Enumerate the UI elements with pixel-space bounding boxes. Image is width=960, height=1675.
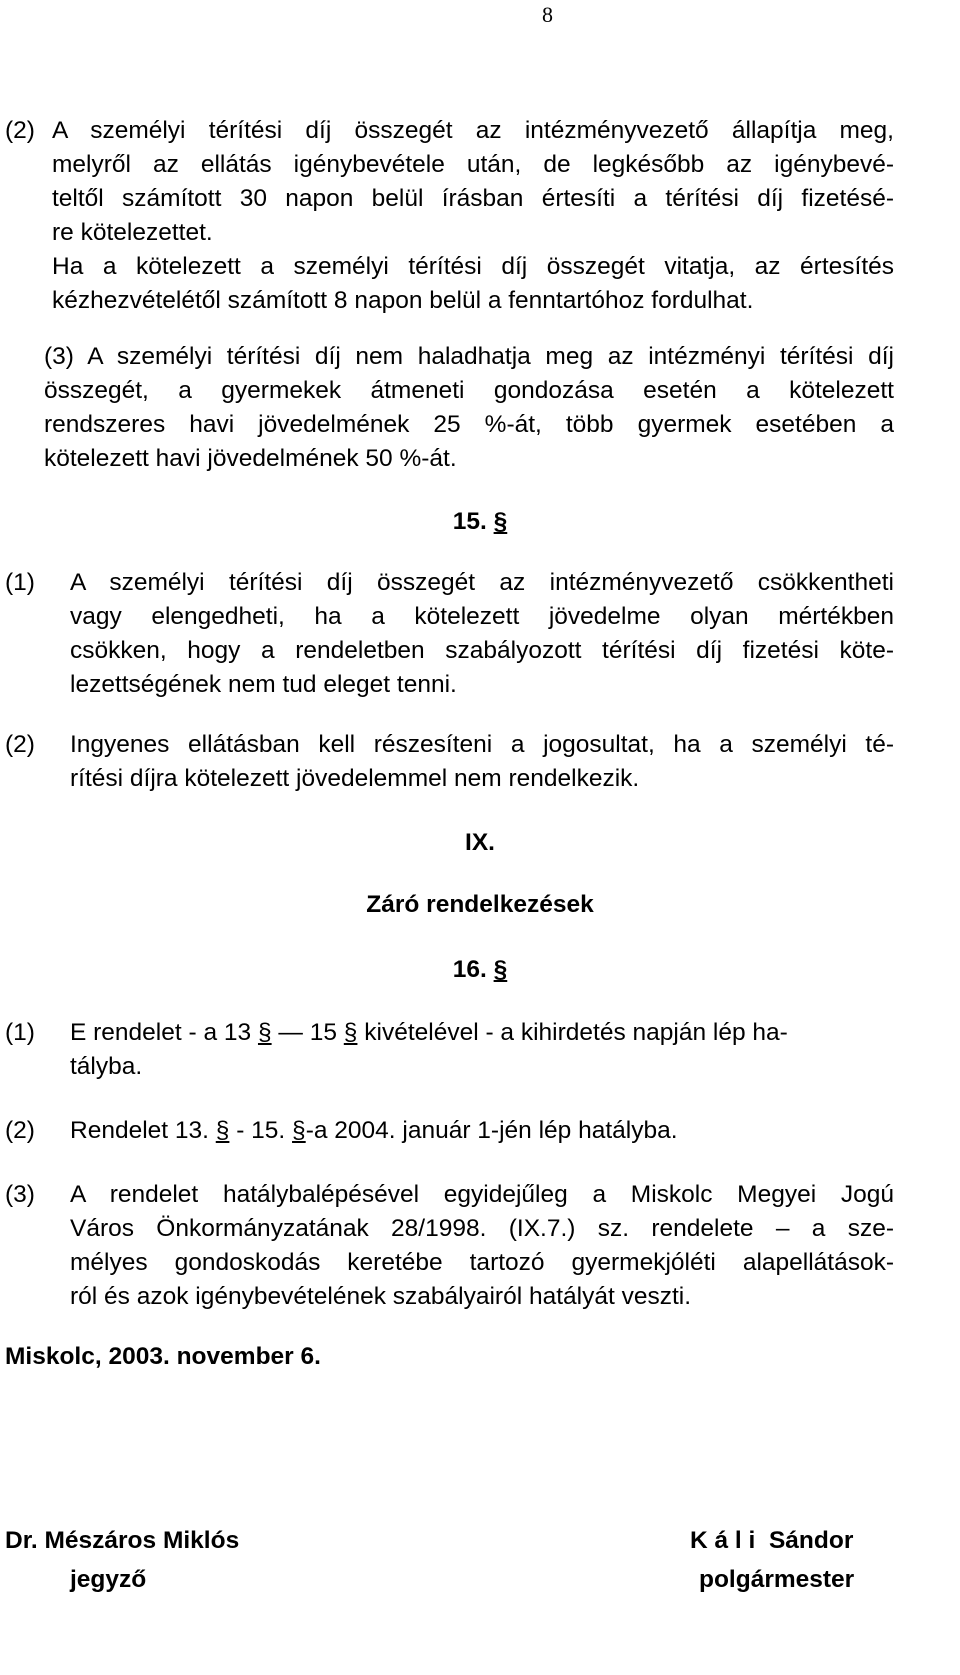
section-heading-16: 16. § [452, 956, 508, 983]
page-number: 8 [542, 2, 553, 27]
section-sign: § [493, 956, 508, 983]
text-line: lezettségének nem tud eleget tenni. [70, 671, 457, 698]
text-line: kézhezvételétől számított 8 napon belül a fenntartóhoz fordulhat. [52, 287, 754, 314]
text-line: tályba. [70, 1053, 143, 1080]
text-line: rítési díjra kötelezett jövedelemmel nem rendelkezik. [70, 765, 640, 792]
paragraph-16-3 [70, 1178, 894, 1314]
paragraph-14-3 [44, 340, 894, 476]
chapter-number: IX. [465, 829, 495, 856]
text-line: re kötelezettet. [52, 219, 213, 246]
paragraph-number: (3) [5, 1181, 35, 1208]
paragraph-15-1 [70, 566, 894, 702]
paragraph-number: (1) [5, 569, 35, 596]
text-line: A személyi térítési díj összegét az intézményvezető csökkentheti [70, 569, 894, 596]
text-line: E rendelet - a 13 § — 15 § kivételével - a kihirdetés napján lép ha- [70, 1019, 788, 1046]
text-line: A személyi térítési díj összegét az intézményvezető állapítja meg, [52, 117, 894, 144]
paragraph-number: (2) [5, 117, 35, 144]
text-line: melyről az ellátás igénybevétele után, de legkésőbb az igénybevé- [52, 151, 894, 178]
text-line: rendszeres havi jövedelmének 25 %-át, több gyermek esetében a [44, 411, 894, 438]
paragraph-number: (2) [5, 1117, 35, 1144]
place-date: Miskolc, 2003. november 6. [5, 1343, 321, 1370]
text-line: A rendelet hatálybalépésével egyidejűleg a Miskolc Megyei Jogú [70, 1181, 894, 1208]
paragraph-14-2 [52, 114, 894, 318]
text-line: teltől számított 30 napon belül írásban értesíti a térítési díj fizetésé- [52, 185, 894, 212]
section-sign: § [292, 1117, 306, 1144]
text-line: Rendelet 13. § - 15. §-a 2004. január 1-jén lép hatályba. [70, 1117, 678, 1144]
paragraph-16-1 [70, 1016, 894, 1084]
text-line: mélyes gondoskodás keretébe tartozó gyermekjóléti alapellátások- [70, 1249, 894, 1276]
text-line: csökken, hogy a rendeletben szabályozott térítési díj fizetési köte- [70, 637, 894, 664]
text-line: Ingyenes ellátásban kell részesíteni a jogosultat, ha a személyi té- [70, 731, 894, 758]
text-line: (3) A személyi térítési díj nem haladhatja meg az intézményi térítési díj [44, 343, 894, 370]
paragraph-15-2 [70, 728, 894, 796]
paragraph-number: (2) [5, 731, 35, 758]
text-line: összegét, a gyermekek átmeneti gondozása esetén a kötelezett [44, 377, 894, 404]
section-heading-15: 15. § [452, 508, 508, 535]
text-line: kötelezett havi jövedelmének 50 %-át. [44, 445, 457, 472]
section-sign: § [493, 508, 508, 535]
chapter-title: Záró rendelkezések [366, 891, 594, 918]
section-sign: § [215, 1117, 230, 1144]
text-line: ról és azok igénybevételének szabályairól hatályát veszti. [70, 1283, 692, 1310]
section-sign: § [257, 1019, 272, 1046]
text-line: Város Önkormányzatának 28/1998. (IX.7.) sz. rendelete – a sze- [70, 1215, 894, 1242]
section-sign: § [343, 1019, 358, 1046]
signature-left-name: Dr. Mészáros Miklós [5, 1527, 240, 1554]
signature-right-name: K á l i Sándor [690, 1527, 854, 1554]
signature-left-title: jegyző [70, 1566, 147, 1593]
text-line: Ha a kötelezett a személyi térítési díj összegét vitatja, az értesítés [52, 253, 894, 280]
signature-right-title: polgármester [699, 1566, 855, 1593]
text-line: vagy elengedheti, ha a kötelezett jövedelme olyan mértékben [70, 603, 894, 630]
paragraph-16-2 [70, 1114, 894, 1148]
paragraph-number: (1) [5, 1019, 35, 1046]
